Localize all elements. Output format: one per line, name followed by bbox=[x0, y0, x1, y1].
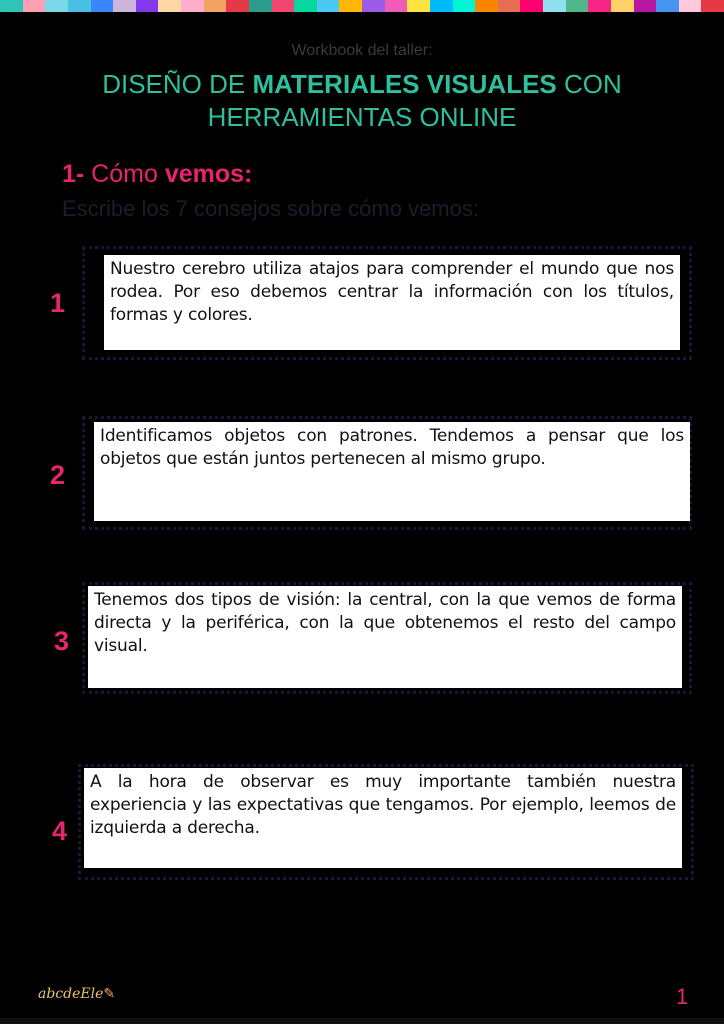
section-subtitle: Escribe los 7 consejos sobre cómo vemos: bbox=[62, 196, 479, 221]
stripe-segment bbox=[520, 0, 543, 12]
item-text-box-1[interactable]: Nuestro cerebro utiliza atajos para comprender el mundo que nos rodea. Por eso debemos centrar la información con los títulos, formas y colores. bbox=[104, 255, 680, 350]
stripe-segment bbox=[679, 0, 702, 12]
stripe-segment bbox=[317, 0, 340, 12]
stripe-segment bbox=[0, 0, 23, 12]
title-part1: DISEÑO DE bbox=[102, 69, 253, 99]
section-title-b: vemos: bbox=[164, 160, 253, 188]
stripe-segment bbox=[158, 0, 181, 12]
stripe-segment bbox=[611, 0, 634, 12]
stripe-segment bbox=[68, 0, 91, 12]
item-text-box-4[interactable]: A la hora de observar es muy importante también nuestra experiencia y las expectativas que tengamos. Por ejemplo, leemos de izquierda a derecha. bbox=[84, 768, 682, 868]
stripe-segment bbox=[453, 0, 476, 12]
page-number: 1 bbox=[676, 984, 689, 1009]
stripe-segment bbox=[498, 0, 521, 12]
stripe-segment bbox=[634, 0, 657, 12]
pencil-icon: ✎ bbox=[103, 986, 116, 1002]
stripe-segment bbox=[701, 0, 724, 12]
bottom-border bbox=[0, 1018, 724, 1024]
stripe-segment bbox=[23, 0, 46, 12]
stripe-segment bbox=[226, 0, 249, 12]
item-number-1: 1 bbox=[50, 288, 66, 318]
item-text-box-3[interactable]: Tenemos dos tipos de visión: la central, con la que vemos de forma directa y la periférica, con la que obtenemos el resto del campo visual. bbox=[88, 586, 682, 688]
section-title-a: Cómo bbox=[84, 160, 165, 188]
color-stripe bbox=[0, 0, 724, 12]
stripe-segment bbox=[249, 0, 272, 12]
item-number-2: 2 bbox=[50, 460, 66, 490]
stripe-segment bbox=[588, 0, 611, 12]
stripe-segment bbox=[45, 0, 68, 12]
stripe-segment bbox=[430, 0, 453, 12]
stripe-segment bbox=[566, 0, 589, 12]
stripe-segment bbox=[272, 0, 295, 12]
item-number-3: 3 bbox=[54, 626, 70, 656]
title-bold: MATERIALES VISUALES bbox=[252, 69, 557, 99]
logo-text: abcdeEle bbox=[38, 986, 104, 1002]
section-heading bbox=[62, 160, 252, 189]
item-number-4: 4 bbox=[52, 816, 68, 846]
stripe-segment bbox=[91, 0, 114, 12]
stripe-segment bbox=[294, 0, 317, 12]
page-title bbox=[60, 68, 664, 134]
stripe-segment bbox=[362, 0, 385, 12]
workbook-label: Workbook del taller: bbox=[291, 42, 433, 59]
stripe-segment bbox=[475, 0, 498, 12]
item-text-box-2[interactable]: Identificamos objetos con patrones. Tendemos a pensar que los objetos que están juntos pertenecen al mismo grupo. bbox=[94, 422, 690, 521]
section-number: 1- bbox=[62, 160, 85, 188]
stripe-segment bbox=[181, 0, 204, 12]
stripe-segment bbox=[543, 0, 566, 12]
stripe-segment bbox=[407, 0, 430, 12]
stripe-segment bbox=[385, 0, 408, 12]
stripe-segment bbox=[113, 0, 136, 12]
stripe-segment bbox=[339, 0, 362, 12]
stripe-segment bbox=[656, 0, 679, 12]
stripe-segment bbox=[204, 0, 227, 12]
brand-logo bbox=[38, 986, 115, 1002]
stripe-segment bbox=[136, 0, 159, 12]
title-part2: CON HERRAMIENTAS ONLINE bbox=[207, 69, 622, 132]
